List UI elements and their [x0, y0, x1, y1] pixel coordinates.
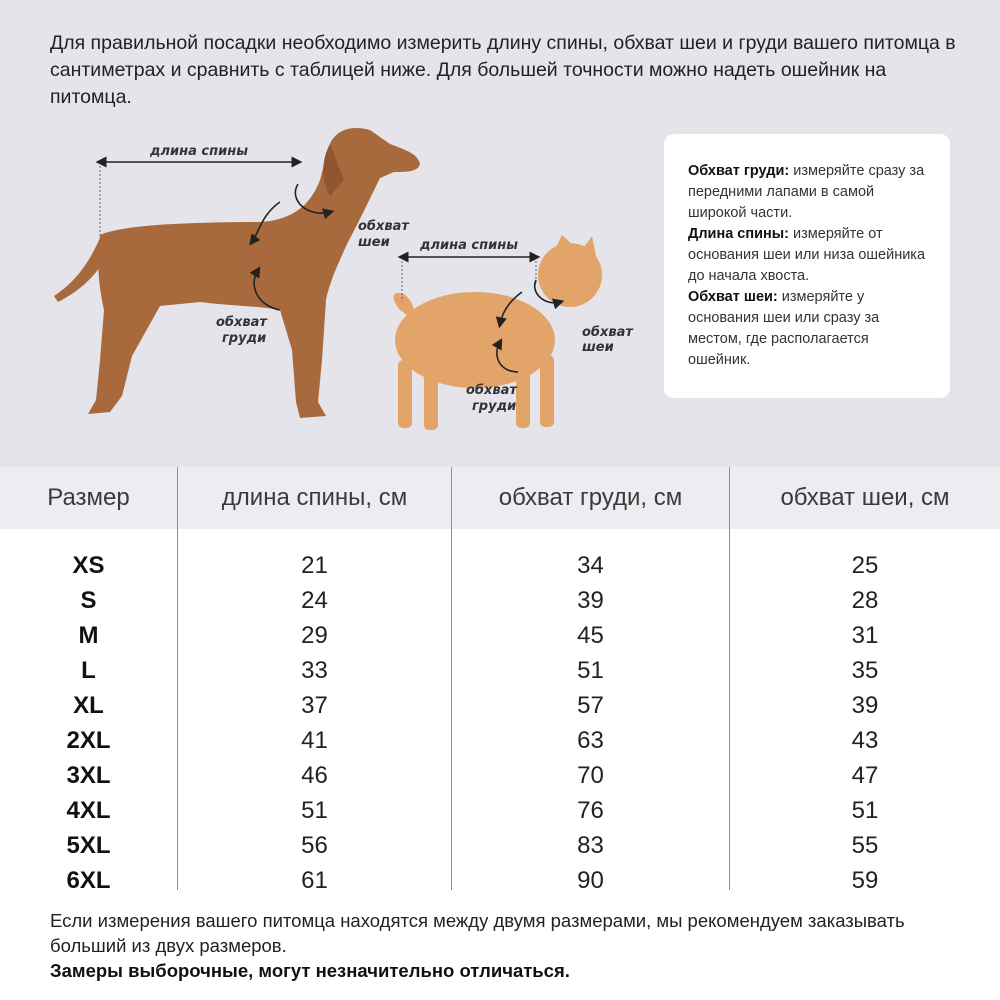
header-size: Размер [47, 484, 130, 511]
chest-cell: 57 [577, 692, 604, 719]
chest-cell: 51 [577, 657, 604, 684]
footer-disclaimer: Замеры выборочные, могут незначительно отличаться. [50, 960, 570, 981]
cat-neck-label-1: обхват [582, 325, 633, 340]
header-neck: обхват шеи, см [780, 484, 950, 511]
dog-chest-label-2: груди [222, 331, 267, 346]
back-length-cell: 61 [301, 867, 328, 894]
table-row [0, 548, 1000, 583]
back-instruction [688, 224, 930, 287]
table-row [0, 583, 1000, 618]
size-cell: XS [72, 552, 105, 579]
back-length-cell: 37 [301, 692, 328, 719]
chest-cell: 70 [577, 762, 604, 789]
neck-cell: 59 [851, 867, 879, 894]
table-row [0, 653, 1000, 688]
neck-instruction [688, 287, 930, 371]
size-cell: 2XL [66, 727, 111, 754]
table-row [0, 758, 1000, 793]
table-row [0, 828, 1000, 863]
back-length-cell: 21 [301, 552, 328, 579]
size-cell: 6XL [66, 867, 111, 894]
size-cell: XL [73, 692, 104, 719]
intro-text: Для правильной посадки необходимо измерить длину спины, обхват шеи и груди вашего питомца в сантиметрах и сравнить с таблицей ниже. Для большей точности можно надеть ошейник на питомца. [50, 32, 956, 108]
footer-recommendation: Если измерения вашего питомца находятся между двумя размерами, мы рекомендуем заказывать больший из двух размеров. [50, 910, 905, 956]
cat-chest-label-1: обхват [466, 383, 517, 398]
neck-instruction-title: Обхват шеи: [688, 289, 778, 305]
chest-instruction-text: измеряйте сразу за передними лапами в самой широкой части. [688, 163, 925, 221]
dog-chest-label-1: обхват [216, 315, 267, 330]
table-row [0, 618, 1000, 653]
back-instruction-text: измеряйте от основания шеи или низа ошейника до начала хвоста. [688, 226, 926, 284]
size-cell: S [80, 587, 97, 614]
chest-instruction [688, 161, 930, 224]
table-row [0, 793, 1000, 828]
table-row [0, 688, 1000, 723]
dog-neck-label-1: обхват [358, 219, 409, 234]
back-length-cell: 33 [301, 657, 328, 684]
neck-cell: 51 [851, 797, 879, 824]
neck-cell: 55 [851, 832, 879, 859]
back-length-cell: 41 [301, 727, 328, 754]
neck-cell: 28 [851, 587, 879, 614]
chest-cell: 63 [577, 727, 604, 754]
header-chest: обхват груди, см [498, 484, 683, 511]
back-length-cell: 46 [301, 762, 328, 789]
chest-cell: 83 [577, 832, 604, 859]
header-back-length: длина спины, см [221, 484, 408, 511]
size-cell: 4XL [66, 797, 111, 824]
chest-cell: 76 [577, 797, 604, 824]
neck-cell: 31 [851, 622, 879, 649]
size-table-body [0, 548, 1000, 898]
size-cell: 3XL [66, 762, 111, 789]
size-cell: M [78, 622, 99, 649]
neck-cell: 25 [851, 552, 879, 579]
back-instruction-title: Длина спины: [688, 226, 790, 242]
neck-cell: 47 [851, 762, 879, 789]
neck-cell: 35 [851, 657, 879, 684]
dog-neck-label-2: шеи [358, 235, 390, 250]
dog-silhouette [54, 128, 420, 418]
back-length-cell: 56 [301, 832, 328, 859]
measurement-instructions-card [664, 134, 950, 398]
size-cell: 5XL [66, 832, 111, 859]
neck-cell: 39 [851, 692, 879, 719]
cat-neck-label-2: шеи [582, 340, 614, 355]
measurement-diagram [30, 110, 650, 450]
pets-illustration [30, 110, 650, 450]
footer-note [50, 908, 970, 983]
table-row [0, 863, 1000, 898]
back-length-cell: 51 [301, 797, 328, 824]
chest-instruction-title: Обхват груди: [688, 163, 790, 179]
back-length-cell: 29 [301, 622, 328, 649]
chest-cell: 39 [577, 587, 604, 614]
chest-cell: 45 [577, 622, 604, 649]
cat-chest-label-2: груди [472, 399, 517, 414]
size-cell: L [81, 657, 96, 684]
chest-cell: 90 [577, 867, 604, 894]
dog-back-label: длина спины [150, 144, 248, 159]
back-length-cell: 24 [301, 587, 328, 614]
table-row [0, 723, 1000, 758]
neck-cell: 43 [851, 727, 879, 754]
cat-back-label: длина спины [420, 238, 518, 253]
neck-instruction-text: измеряйте у основания шеи или сразу за местом, где располагается ошейник. [688, 289, 880, 368]
chest-cell: 34 [577, 552, 604, 579]
